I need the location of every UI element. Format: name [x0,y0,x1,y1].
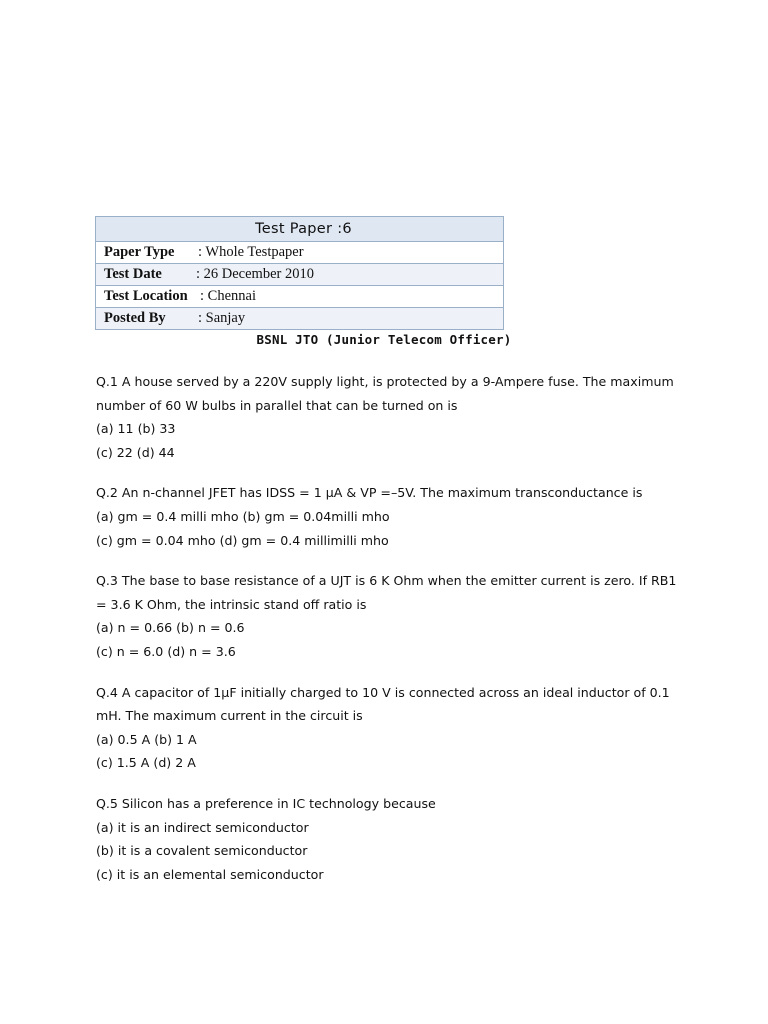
posted-by-label: Posted By [104,310,166,326]
test-date-value: : 26 December 2010 [196,266,314,282]
question-stem: Q.2 An n-channel JFET has IDSS = 1 μA & VP =–5V. The maximum transconductance is [96,485,643,501]
question-option: (a) n = 0.66 (b) n = 0.6 [96,620,245,636]
question-option: (b) it is a covalent semiconductor [96,843,308,859]
question-option: (c) gm = 0.04 mho (d) gm = 0.4 millimilli mho [96,532,389,548]
question-stem: Q.5 Silicon has a preference in IC technology because [96,795,436,811]
questions-list [96,370,686,903]
paper-type-label: Paper Type [104,244,175,260]
table-row-test-date [96,264,504,286]
question-5 [96,792,686,886]
question-option: (c) n = 6.0 (d) n = 3.6 [96,643,236,659]
question-2 [96,481,686,552]
question-option: (c) 22 (d) 44 [96,444,175,460]
question-option: (a) 0.5 A (b) 1 A [96,731,197,747]
question-3 [96,569,686,663]
table-row-posted-by [96,308,504,330]
question-option: (c) it is an elemental semiconductor [96,866,324,882]
question-option: (a) 11 (b) 33 [96,421,176,437]
paper-subtitle: BSNL JTO (Junior Telecom Officer) [256,332,512,347]
question-option: (c) 1.5 A (d) 2 A [96,755,196,771]
table-row-paper-type [96,242,504,264]
question-1 [96,370,686,464]
table-row-test-location [96,286,504,308]
question-option: (a) it is an indirect semiconductor [96,819,309,835]
question-option: (a) gm = 0.4 milli mho (b) gm = 0.04milli mho [96,508,390,524]
posted-by-value: : Sanjay [198,310,246,326]
question-stem: Q.3 The base to base resistance of a UJT is 6 K Ohm when the emitter current is zero. If RB1 = 3.6 K Ohm, the intrinsic stand off ratio is [96,573,677,612]
question-stem: Q.4 A capacitor of 1μF initially charged to 10 V is connected across an ideal inductor of 0.1 mH. The maximum current in the circuit is [96,684,670,724]
test-date-label: Test Date [104,266,162,282]
table-title: Test Paper :6 [96,217,504,242]
test-info-table [95,216,504,330]
paper-type-value: : Whole Testpaper [198,244,304,260]
question-4 [96,681,686,775]
test-location-label: Test Location [104,288,188,304]
test-location-value: : Chennai [200,288,256,304]
question-stem: Q.1 A house served by a 220V supply light, is protected by a 9-Ampere fuse. The maximum number of 60 W bulbs in parallel that can be turned on is [96,374,674,413]
